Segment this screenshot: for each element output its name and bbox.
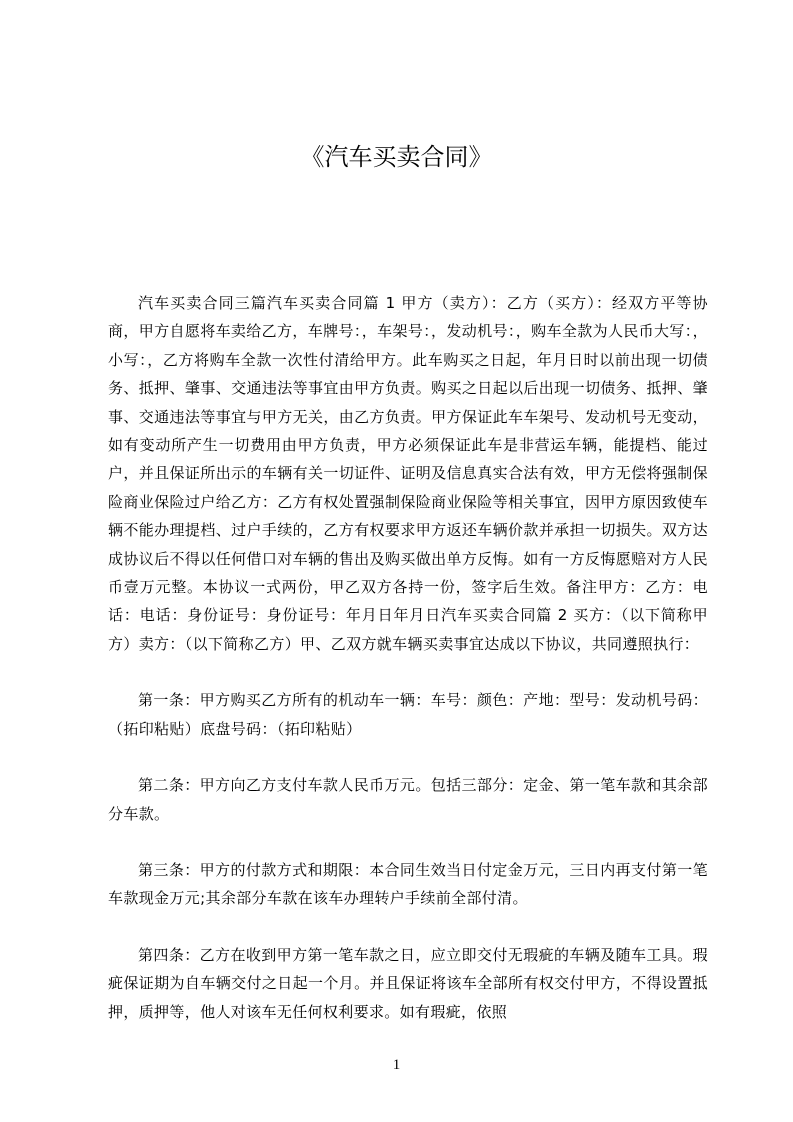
paragraph-article-2: 第二条：甲方向乙方支付车款人民币万元。包括三部分：定金、第一笔车款和其余部分车款。	[108, 776, 708, 823]
paragraph-intro: 汽车买卖合同三篇汽车买卖合同篇 1 甲方（卖方）：乙方（买方）：经双方平等协商，甲方自愿将车卖给乙方，车牌号：，车架号：，发动机号：，购车全款为人民币大写：，小写：，乙方将购车全款一次性付清给甲方。此车购买之日起，年月日时以前出现一切债务、抵押、肇事、交通违法等事宜由甲方负责。购买之日起以后出现一切债务、抵押、肇事、交通违法等事宜与甲方无关，由乙方负责。甲方保证此车车架号、发动机号无变动，如有变动所产生一切费用由甲方负责，甲方必须保证此车是非营运车辆，能提档、能过户，并且保证所出示的车辆有关一切证件、证明及信息真实合法有效，甲方无偿将强制保险商业保险过户给乙方：乙方有权处置强制保险商业保险等相关事宜，因甲方原因致使车辆不能办理提档、过户手续的，乙方有权要求甲方返还车辆价款并承担一切损失。双方达成协议后不得以任何借口对车辆的售出及购买做出单方反悔。如有一方反悔愿赔对方人民币壹万元整。本协议一式两份，甲乙双方各持一份，签字后生效。备注甲方：乙方：电话：电话：身份证号：身份证号：年月日年月日汽车买卖合同篇 2 买方：（以下简称甲方）卖方：（以下简称乙方）甲、乙双方就车辆买卖事宜达成以下协议，共同遵照执行：	[108, 294, 708, 653]
paragraph-spacer	[108, 913, 708, 941]
paragraph-spacer	[108, 658, 708, 686]
paragraph-spacer	[108, 743, 708, 771]
paragraph-article-3: 第三条：甲方的付款方式和期限：本合同生效当日付定金万元，三日内再支付第一笔车款现金万元;其余部分车款在该车办理转户手续前全部付清。	[108, 860, 708, 908]
page-number: 1	[392, 1057, 401, 1073]
page-title: 《汽车买卖合同》	[300, 143, 493, 171]
paragraph-spacer	[108, 828, 708, 856]
contract-body	[108, 289, 708, 1026]
paragraph-article-1: 第一条：甲方购买乙方所有的机动车一辆：车号：颜色：产地：型号：发动机号码：（拓印粘贴）底盘号码：（拓印粘贴）	[108, 691, 708, 738]
paragraph-article-4: 第四条：乙方在收到甲方第一笔车款之日，应立即交付无瑕疵的车辆及随车工具。瑕疵保证期为自车辆交付之日起一个月。并且保证将该车全部所有权交付甲方，不得设置抵押，质押等，他人对该车无任何权利要求。如有瑕疵，依照	[108, 945, 708, 1021]
